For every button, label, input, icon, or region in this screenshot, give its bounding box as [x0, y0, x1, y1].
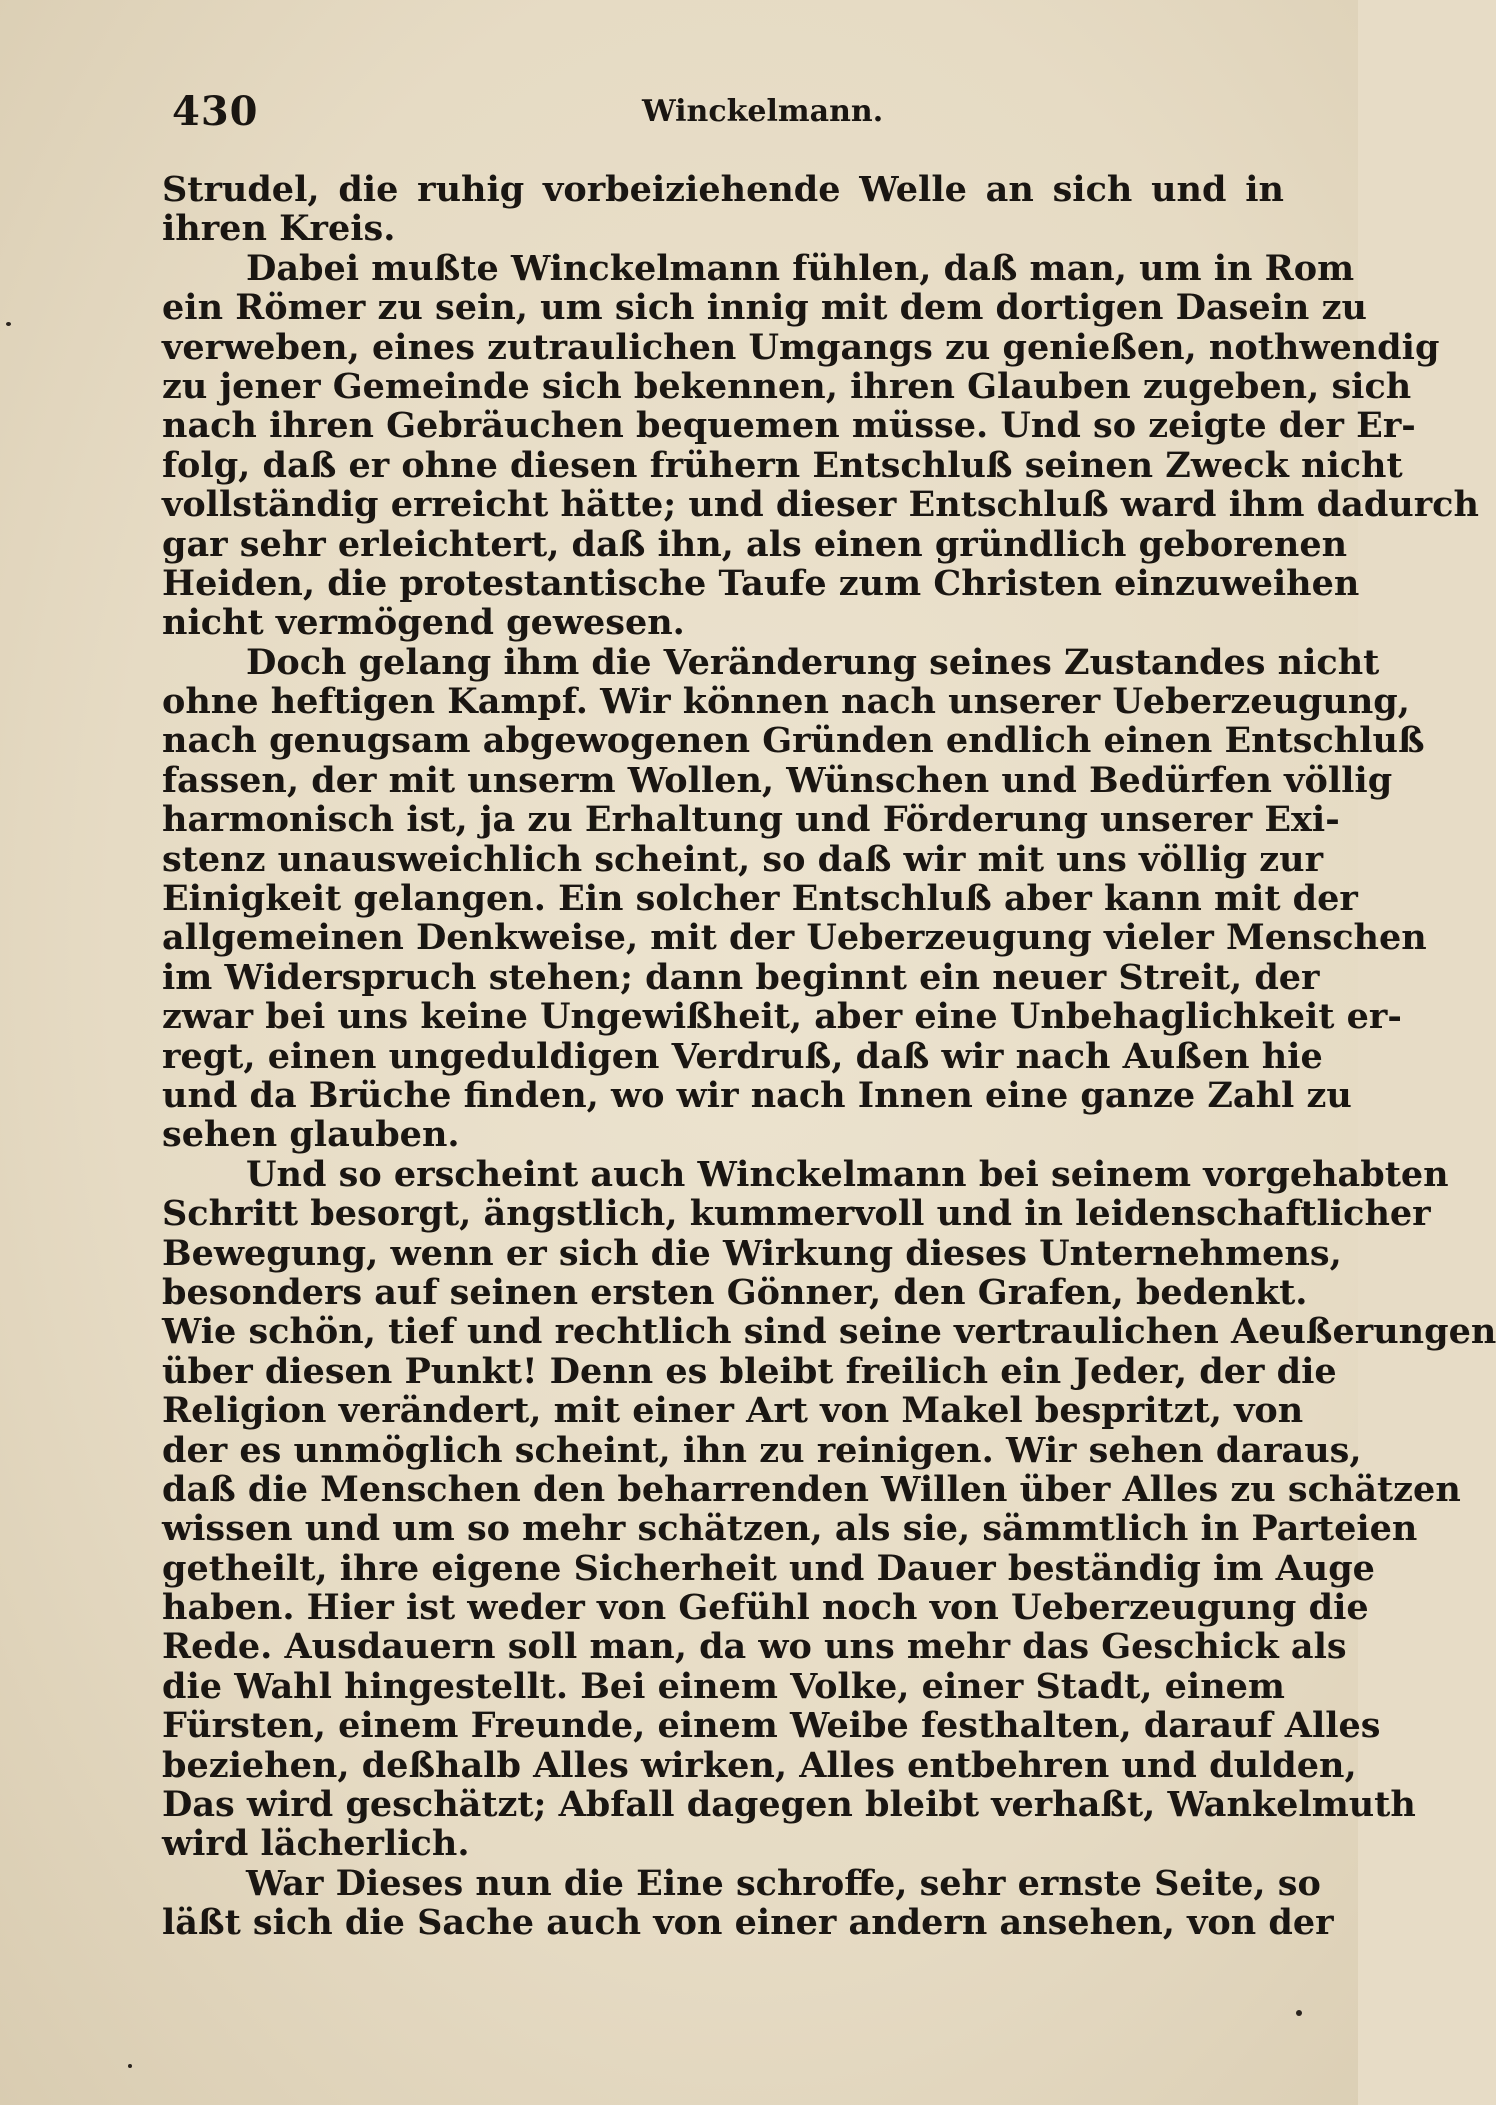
- text-line: allgemeinen Denkweise, mit der Ueberzeugung vieler Menschen: [162, 917, 1427, 959]
- text-line: Dabei mußte Winckelmann fühlen, daß man, um in Rom: [246, 247, 1355, 289]
- text-line: Doch gelang ihm die Veränderung seines Zustandes nicht: [246, 641, 1380, 683]
- ink-speck: [6, 322, 11, 326]
- text-line: nicht vermögend gewesen.: [162, 602, 685, 644]
- text-line: wird lächerlich.: [162, 1823, 470, 1865]
- text-line: und da Brüche finden, wo wir nach Innen eine ganze Zahl zu: [162, 1074, 1352, 1116]
- text-line: Religion verändert, mit einer Art von Makel bespritzt, von: [162, 1390, 1304, 1432]
- running-head: Winckelmann.: [642, 94, 884, 129]
- text-line: stenz unausweichlich scheint, so daß wir mit uns völlig zur: [162, 838, 1324, 880]
- text-line: Rede. Ausdauern soll man, da wo uns mehr das Geschick als: [162, 1626, 1347, 1668]
- text-line: Das wird geschätzt; Abfall dagegen bleibt verhaßt, Wankelmuth: [162, 1784, 1416, 1826]
- text-line: wissen und um so mehr schätzen, als sie, sämmtlich in Parteien: [162, 1508, 1418, 1550]
- text-line: über diesen Punkt! Denn es bleibt freilich ein Jeder, der die: [162, 1350, 1337, 1392]
- text-line: ein Römer zu sein, um sich innig mit dem dortigen Dasein zu: [162, 287, 1367, 329]
- text-line: Und so erscheint auch Winckelmann bei seinem vorgehabten: [246, 1153, 1449, 1195]
- text-line: regt, einen ungeduldigen Verdruß, daß wir nach Außen hie: [162, 1035, 1323, 1077]
- page-header: [172, 88, 1282, 140]
- paragraph: [162, 247, 1479, 644]
- text-line: daß die Menschen den beharrenden Willen über Alles zu schätzen: [162, 1468, 1461, 1510]
- text-line: ohne heftigen Kampf. Wir können nach unserer Ueberzeugung,: [162, 681, 1410, 723]
- text-line: verweben, eines zutraulichen Umgangs zu genießen, nothwendig: [162, 326, 1440, 368]
- page-number: 430: [172, 88, 259, 135]
- text-line: fassen, der mit unserm Wollen, Wünschen und Bedürfen völlig: [162, 759, 1393, 801]
- text-line: Wie schön, tief und rechtlich sind seine vertraulichen Aeußerungen: [162, 1311, 1496, 1353]
- text-line: der es unmöglich scheint, ihn zu reinigen. Wir sehen daraus,: [162, 1429, 1362, 1471]
- paragraph: [162, 1153, 1496, 1865]
- text-line: getheilt, ihre eigene Sicherheit und Dauer beständig im Auge: [162, 1547, 1375, 1589]
- text-line: haben. Hier ist weder von Gefühl noch von Ueberzeugung die: [162, 1587, 1369, 1629]
- text-line: zu jener Gemeinde sich bekennen, ihren Glauben zugeben, sich: [162, 365, 1412, 407]
- paragraph: [162, 170, 1284, 249]
- text-line: Strudel, die ruhig vorbeiziehende Welle an sich und in: [162, 169, 1284, 210]
- text-line: im Widerspruch stehen; dann beginnt ein neuer Streit, der: [162, 956, 1320, 998]
- text-line: nach genugsam abgewogenen Gründen endlich einen Entschluß: [162, 720, 1425, 762]
- text-line: War Dieses nun die Eine schroffe, sehr ernste Seite, so: [246, 1862, 1321, 1904]
- text-line: folg, daß er ohne diesen frühern Entschluß seinen Zweck nicht: [162, 444, 1403, 486]
- text-line: zwar bei uns keine Ungewißheit, aber eine Unbehaglichkeit er-: [162, 996, 1402, 1038]
- body-text: [162, 169, 1496, 1944]
- ink-speck: [128, 2064, 132, 2068]
- text-line: sehen glauben.: [162, 1114, 460, 1156]
- paragraph: [162, 1862, 1334, 1944]
- text-line: Schritt besorgt, ängstlich, kummervoll und in leidenschaftlicher: [162, 1193, 1431, 1235]
- text-line: Bewegung, wenn er sich die Wirkung dieses Unternehmens,: [162, 1232, 1342, 1274]
- ink-speck: [1296, 2010, 1302, 2016]
- text-line: harmonisch ist, ja zu Erhaltung und Förderung unserer Exi-: [162, 799, 1340, 841]
- text-line: besonders auf seinen ersten Gönner, den Grafen, bedenkt.: [162, 1271, 1308, 1313]
- text-line: ihren Kreis.: [162, 208, 396, 250]
- text-line: gar sehr erleichtert, daß ihn, als einen gründlich geborenen: [162, 523, 1348, 565]
- text-line: die Wahl hingestellt. Bei einem Volke, einer Stadt, einem: [162, 1665, 1285, 1707]
- text-line: vollständig erreicht hätte; und dieser Entschluß ward ihm dadurch: [162, 484, 1479, 526]
- paragraph: [162, 641, 1427, 1156]
- text-line: nach ihren Gebräuchen bequemen müsse. Und so zeigte der Er-: [162, 405, 1416, 447]
- text-line: Fürsten, einem Freunde, einem Weibe festhalten, darauf Alles: [162, 1705, 1381, 1747]
- text-line: beziehen, deßhalb Alles wirken, Alles entbehren und dulden,: [162, 1744, 1357, 1786]
- text-line: Einigkeit gelangen. Ein solcher Entschluß aber kann mit der: [162, 878, 1358, 920]
- text-line: Heiden, die protestantische Taufe zum Christen einzuweihen: [162, 562, 1360, 604]
- text-line: läßt sich die Sache auch von einer andern ansehen, von der: [162, 1902, 1334, 1944]
